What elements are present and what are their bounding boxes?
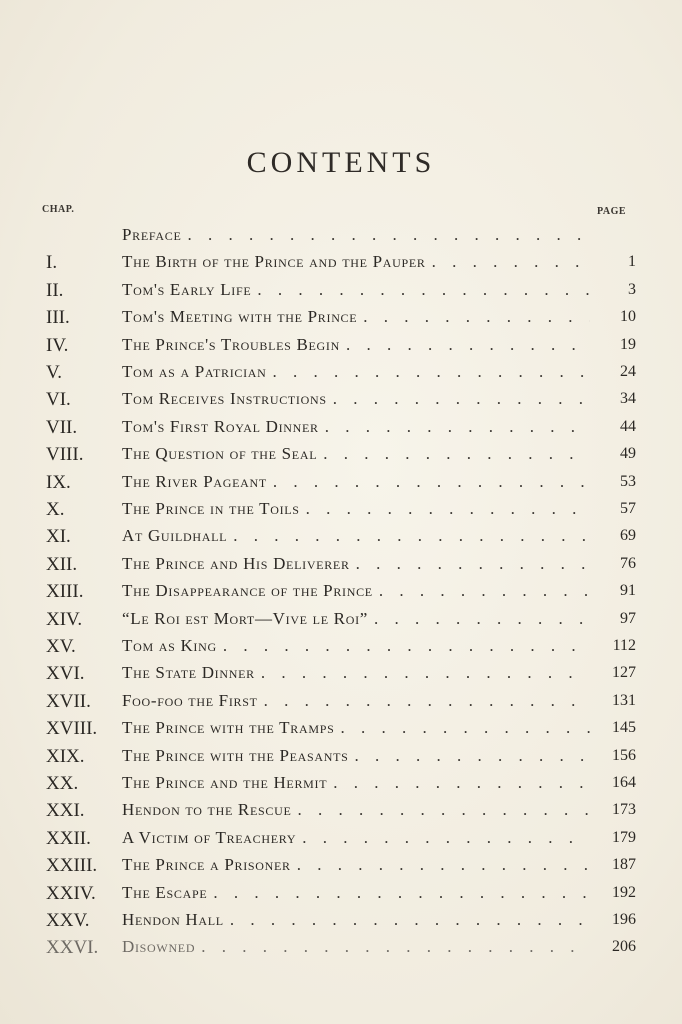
dot-leader	[207, 883, 590, 903]
toc-entry	[0, 554, 682, 580]
dot-leader	[227, 526, 590, 546]
dot-leader	[296, 828, 590, 848]
dot-leader	[251, 280, 590, 300]
dot-leader	[340, 335, 590, 355]
page-column-label: PAGE	[597, 206, 627, 217]
chapter-entry	[122, 389, 590, 415]
page-number: 97	[620, 610, 636, 627]
page-number: 1	[628, 253, 636, 270]
toc-entry	[0, 800, 682, 826]
chapter-column-label: CHAP.	[42, 204, 75, 215]
chapter-entry	[122, 472, 590, 498]
dot-leader	[357, 307, 590, 327]
chapter-title: The Birth of the Prince and the Pauper	[122, 252, 426, 271]
chapter-number: XXII.	[46, 828, 91, 849]
chapter-entry	[122, 746, 590, 772]
page-number: 34	[620, 390, 636, 407]
toc-entry	[0, 773, 682, 799]
toc-entry	[0, 609, 682, 635]
chapter-entry	[122, 937, 590, 963]
chapter-title: The State Dinner	[122, 663, 255, 682]
toc-entry	[0, 718, 682, 744]
chapter-number: XVIII.	[46, 718, 98, 739]
page-number: 196	[612, 911, 636, 928]
chapter-entry	[122, 663, 590, 689]
chapter-title: The Prince's Troubles Begin	[122, 335, 340, 354]
page-number: 164	[612, 774, 636, 791]
dot-leader	[255, 663, 590, 683]
chapter-title: Tom as King	[122, 636, 217, 655]
toc-entry	[0, 581, 682, 607]
toc-entry	[0, 663, 682, 689]
chapter-title: Tom's Meeting with the Prince	[122, 307, 358, 326]
dot-leader	[267, 362, 590, 382]
chapter-entry	[122, 335, 590, 361]
toc-entry	[0, 472, 682, 498]
chapter-entry	[122, 828, 590, 854]
chapter-entry	[122, 581, 590, 607]
chapter-title: Hendon to the Rescue	[122, 800, 292, 819]
chapter-number: VIII.	[46, 444, 84, 465]
chapter-entry	[122, 883, 590, 909]
dot-leader	[291, 855, 590, 875]
chapter-number: XX.	[46, 773, 79, 794]
page-number: 76	[620, 555, 636, 572]
dot-leader	[373, 581, 590, 601]
page-number: 44	[620, 418, 636, 435]
chapter-title: A Victim of Treachery	[122, 828, 297, 847]
chapter-number: XIX.	[46, 746, 85, 767]
chapter-entry	[122, 855, 590, 881]
chapter-number: XVII.	[46, 691, 91, 712]
chapter-title: Tom's First Royal Dinner	[122, 417, 319, 436]
chapter-entry	[122, 609, 590, 635]
chapter-title: “Le Roi est Mort—Vive le Roi”	[122, 609, 369, 628]
page-number: 53	[620, 473, 636, 490]
dot-leader	[291, 800, 590, 820]
chapter-title: At Guildhall	[122, 526, 228, 545]
toc-entry	[0, 335, 682, 361]
dot-leader	[258, 691, 590, 711]
chapter-number: XXIII.	[46, 855, 98, 876]
chapter-entry	[122, 718, 590, 744]
toc-entry	[0, 828, 682, 854]
dot-leader	[181, 225, 590, 245]
chapter-number: XV.	[46, 636, 76, 657]
dot-leader	[327, 773, 590, 793]
chapter-number: VI.	[46, 389, 71, 410]
dot-leader	[350, 554, 590, 574]
chapter-number: II.	[46, 280, 64, 301]
toc-entry	[0, 444, 682, 470]
page-number: 187	[612, 856, 636, 873]
page-number: 206	[612, 938, 636, 955]
toc-entry	[0, 362, 682, 388]
toc-entry	[0, 855, 682, 881]
page-number: 10	[620, 308, 636, 325]
chapter-title: The Disappearance of the Prince	[122, 581, 373, 600]
dot-leader	[334, 718, 590, 738]
page-number: 131	[612, 692, 636, 709]
toc-entry	[0, 883, 682, 909]
dot-leader	[349, 746, 590, 766]
chapter-number: XI.	[46, 526, 71, 547]
chapter-entry	[122, 417, 590, 443]
toc-entry	[0, 910, 682, 936]
chapter-title: Tom Receives Instructions	[122, 389, 327, 408]
page-number: 173	[612, 801, 636, 818]
dot-leader	[300, 499, 590, 519]
chapter-number: X.	[46, 499, 65, 520]
chapter-number: XVI.	[46, 663, 85, 684]
dot-leader	[224, 910, 590, 930]
chapter-number: III.	[46, 307, 70, 328]
chapter-title: Hendon Hall	[122, 910, 224, 929]
chapter-entry	[122, 225, 590, 251]
page-number: 179	[612, 829, 636, 846]
chapter-title: The Prince and His Deliverer	[122, 554, 350, 573]
page-number: 91	[620, 582, 636, 599]
chapter-title: The Question of the Seal	[122, 444, 318, 463]
toc-entry	[0, 307, 682, 333]
chapter-title: The Escape	[122, 883, 208, 902]
chapter-entry	[122, 252, 590, 278]
chapter-number: XXI.	[46, 800, 85, 821]
chapter-number: V.	[46, 362, 63, 383]
chapter-title: Tom as a Patrician	[122, 362, 267, 381]
dot-leader	[217, 636, 590, 656]
page-number: 69	[620, 527, 636, 544]
chapter-entry	[122, 773, 590, 799]
page-number: 57	[620, 500, 636, 517]
page-number: 19	[620, 336, 636, 353]
chapter-number: XIII.	[46, 581, 84, 602]
chapter-title: The Prince a Prisoner	[122, 855, 291, 874]
page-number: 112	[612, 637, 636, 654]
chapter-title: The Prince and the Hermit	[122, 773, 328, 792]
chapter-entry	[122, 636, 590, 662]
page-number: 24	[620, 363, 636, 380]
page-number: 3	[628, 281, 636, 298]
chapter-number: I.	[46, 252, 58, 273]
dot-leader	[327, 389, 590, 409]
chapter-title: Preface	[122, 225, 182, 244]
toc-entry	[0, 526, 682, 552]
chapter-entry	[122, 444, 590, 470]
chapter-entry	[122, 910, 590, 936]
chapter-title: The Prince in the Toils	[122, 499, 300, 518]
toc-entry	[0, 417, 682, 443]
toc-entry	[0, 937, 682, 963]
page-number: 192	[612, 884, 636, 901]
chapter-number: VII.	[46, 417, 78, 438]
chapter-number: IV.	[46, 335, 69, 356]
toc-entry	[0, 691, 682, 717]
chapter-number: XXV.	[46, 910, 90, 931]
chapter-number: IX.	[46, 472, 71, 493]
chapter-entry	[122, 691, 590, 717]
chapter-entry	[122, 499, 590, 525]
chapter-number: XXVI.	[46, 937, 99, 958]
chapter-title: Disowned	[122, 937, 196, 956]
dot-leader	[368, 609, 590, 629]
chapter-entry	[122, 800, 590, 826]
toc-entry	[0, 252, 682, 278]
chapter-entry	[122, 307, 590, 333]
toc-entry	[0, 280, 682, 306]
dot-leader	[317, 444, 590, 464]
page-title: CONTENTS	[246, 146, 436, 179]
chapter-title: Tom's Early Life	[122, 280, 252, 299]
dot-leader	[319, 417, 590, 437]
page-number: 156	[612, 747, 636, 764]
chapter-title: The Prince with the Tramps	[122, 718, 335, 737]
toc-entry	[0, 225, 682, 251]
chapter-number: XII.	[46, 554, 78, 575]
chapter-number: XIV.	[46, 609, 83, 630]
chapter-entry	[122, 526, 590, 552]
chapter-title: The Prince with the Peasants	[122, 746, 349, 765]
dot-leader	[267, 472, 590, 492]
page-number: 145	[612, 719, 636, 736]
dot-leader	[426, 252, 590, 272]
dot-leader	[195, 937, 590, 957]
chapter-entry	[122, 554, 590, 580]
page-number: 49	[620, 445, 636, 462]
chapter-title: Foo-foo the First	[122, 691, 258, 710]
toc-entry	[0, 746, 682, 772]
page-number: 127	[612, 664, 636, 681]
toc-entry	[0, 636, 682, 662]
chapter-entry	[122, 362, 590, 388]
chapter-entry	[122, 280, 590, 306]
toc-entry	[0, 499, 682, 525]
chapter-number: XXIV.	[46, 883, 96, 904]
chapter-title: The River Pageant	[122, 472, 267, 491]
toc-entry	[0, 389, 682, 415]
